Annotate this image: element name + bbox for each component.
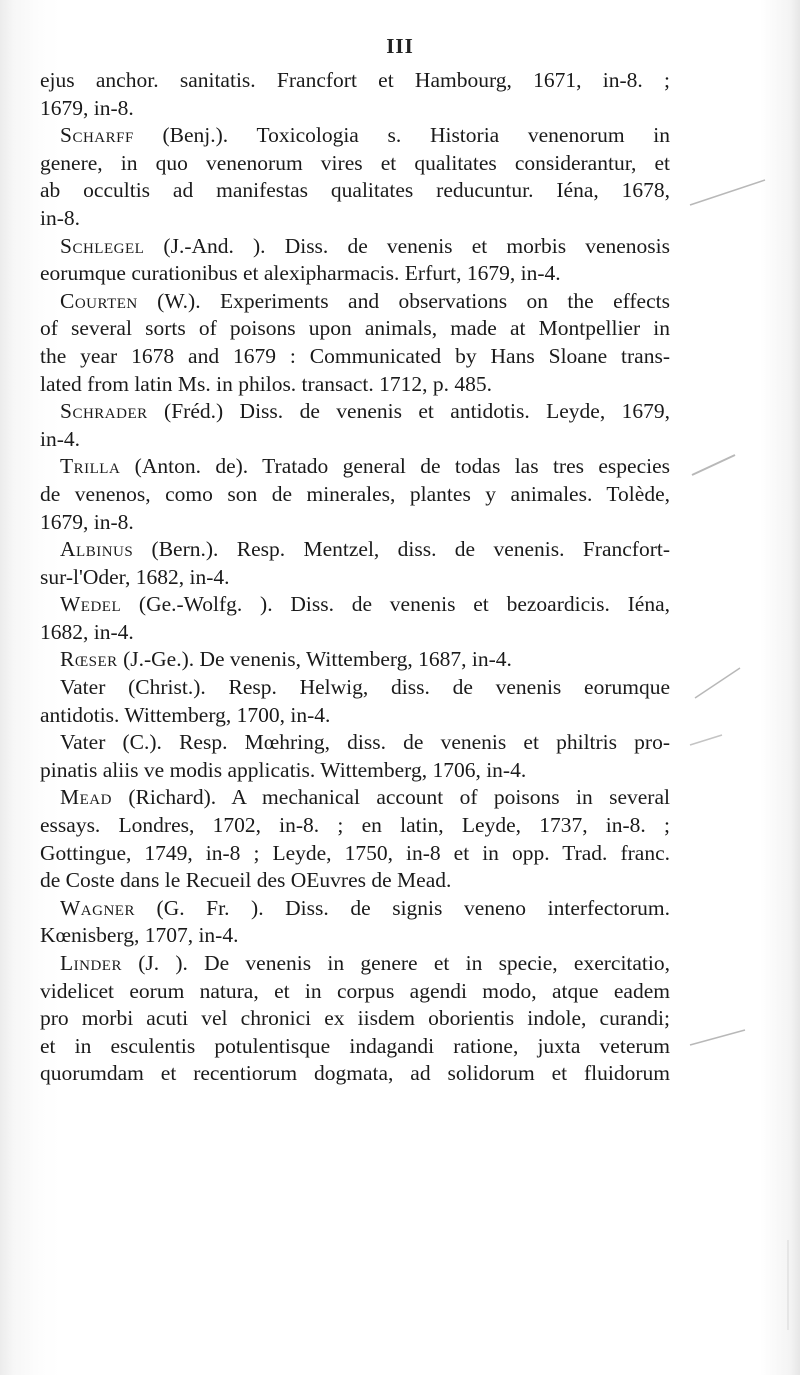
- line-text: (J. ). De venenis in genere et in specie, exercitatio,: [121, 951, 670, 975]
- line-text: (G. Fr. ). Diss. de signis veneno interfectorum.: [134, 895, 670, 920]
- line-text: genere, in quo venenorum vires et qualitates considerantur, et: [40, 150, 670, 175]
- line-text: ab occultis ad manifestas qualitates reducuntur. Iéna, 1678,: [40, 178, 670, 203]
- line-text: et in esculentis potulentisque indagandi ratione, juxta veterum: [40, 1033, 670, 1058]
- author-name: Wedel: [60, 592, 122, 617]
- pencil-mark: [695, 668, 740, 698]
- line-text: 1682, in-4.: [40, 619, 134, 644]
- pencil-mark: [690, 735, 722, 745]
- page-number: III: [386, 34, 414, 58]
- text-line: [40, 1005, 670, 1033]
- text-line: [40, 619, 670, 647]
- text-line: [40, 950, 670, 978]
- pencil-mark: [690, 180, 765, 205]
- text-line: [40, 122, 670, 150]
- line-text: (Anton. de). Tratado general de todas las tres especies: [120, 454, 670, 479]
- text-line: [40, 343, 670, 371]
- author-name: Rœser: [60, 647, 118, 672]
- line-text: videlicet eorum natura, et in corpus agendi modo, atque eadem: [40, 978, 670, 1003]
- text-line: [40, 784, 670, 812]
- line-text: Vater (C.). Resp. Mœhring, diss. de venenis et philtris pro-: [60, 730, 670, 755]
- line-text: of several sorts of poisons upon animals, made at Montpellier in: [40, 316, 670, 341]
- text-line: [40, 67, 670, 95]
- line-text: in-8.: [40, 205, 81, 230]
- author-name: Wagner: [60, 895, 135, 920]
- line-text: in-4.: [40, 426, 81, 451]
- author-name: Albinus: [60, 537, 134, 562]
- text-line: [40, 646, 670, 674]
- author-name: Schrader: [60, 399, 148, 424]
- line-text: quorumdam et recentiorum dogmata, ad solidorum et fluidorum: [40, 1061, 670, 1086]
- line-text: (Bern.). Resp. Mentzel, diss. de venenis. Francfort-: [133, 537, 670, 562]
- line-text: de Coste dans le Recueil des OEuvres de Mead.: [40, 868, 452, 893]
- text-line: [40, 233, 670, 261]
- text-line: [40, 426, 670, 454]
- text-line: [40, 1060, 670, 1088]
- line-text: antidotis. Wittemberg, 1700, in-4.: [40, 702, 331, 727]
- line-text: (J.-Ge.). De venenis, Wittemberg, 1687, in-4.: [117, 647, 512, 672]
- text-line: [40, 840, 670, 868]
- text-line: [40, 867, 670, 895]
- author-name: Linder: [60, 951, 122, 975]
- text-line: [40, 509, 670, 537]
- text-line: [40, 564, 670, 592]
- pencil-mark: [690, 1030, 745, 1045]
- line-text: (Ge.-Wolfg. ). Diss. de venenis et bezoardicis. Iéna,: [121, 592, 670, 617]
- line-text: Kœnisberg, 1707, in-4.: [40, 923, 239, 948]
- text-line: [40, 702, 670, 730]
- text-line: [40, 978, 670, 1006]
- line-text: essays. Londres, 1702, in-8. ; en latin, Leyde, 1737, in-8. ;: [40, 813, 670, 838]
- pencil-mark: [692, 455, 735, 475]
- text-line: [40, 205, 670, 233]
- text-line: [40, 812, 670, 840]
- text-line: [40, 288, 670, 316]
- author-name: Mead: [60, 785, 112, 810]
- text-line: [40, 315, 670, 343]
- line-text: Gottingue, 1749, in-8 ; Leyde, 1750, in-8 et in opp. Trad. franc.: [40, 840, 670, 865]
- line-text: (Richard). A mechanical account of poisons in several: [111, 785, 670, 810]
- text-line: [40, 895, 670, 923]
- text-line: [40, 536, 670, 564]
- line-text: eorumque curationibus et alexipharmacis. Erfurt, 1679, in-4.: [40, 261, 561, 286]
- line-text: ejus anchor. sanitatis. Francfort et Hambourg, 1671, in-8. ;: [40, 68, 670, 92]
- author-name: Courten: [60, 288, 138, 313]
- line-text: the year 1678 and 1679 : Communicated by Hans Sloane trans-: [40, 343, 670, 368]
- text-line: [40, 398, 670, 426]
- text-line: [40, 481, 670, 509]
- text-line: [40, 371, 670, 399]
- text-line: [40, 95, 670, 123]
- line-text: pro morbi acuti vel chronici ex iisdem oborientis indole, curandi;: [40, 1006, 670, 1031]
- text-line: [40, 674, 670, 702]
- line-text: (Benj.). Toxicologia s. Historia venenorum in: [133, 123, 670, 148]
- line-text: (J.-And. ). Diss. de venenis et morbis venenosis: [144, 233, 670, 258]
- line-text: (W.). Experiments and observations on the effects: [137, 288, 670, 313]
- text-line: [40, 757, 670, 785]
- bibliography-text: [40, 67, 670, 1088]
- author-name: Scharff: [60, 123, 134, 148]
- text-line: [40, 260, 670, 288]
- text-line: [40, 177, 670, 205]
- line-text: Vater (Christ.). Resp. Helwig, diss. de venenis eorumque: [60, 675, 670, 700]
- line-text: sur-l'Oder, 1682, in-4.: [40, 564, 230, 589]
- text-line: [40, 591, 670, 619]
- line-text: pinatis aliis ve modis applicatis. Wittemberg, 1706, in-4.: [40, 757, 527, 782]
- text-line: [40, 922, 670, 950]
- line-text: 1679, in-8.: [40, 95, 134, 120]
- text-line: [40, 729, 670, 757]
- line-text: de venenos, como son de minerales, plantes y animales. Tolède,: [40, 481, 670, 506]
- line-text: 1679, in-8.: [40, 509, 134, 534]
- line-text: (Fréd.) Diss. de venenis et antidotis. Leyde, 1679,: [147, 399, 670, 424]
- text-line: [40, 150, 670, 178]
- text-line: [40, 453, 670, 481]
- text-line: [40, 1033, 670, 1061]
- line-text: lated from latin Ms. in philos. transact. 1712, p. 485.: [40, 371, 493, 396]
- author-name: Trilla: [60, 454, 121, 479]
- author-name: Schlegel: [60, 233, 145, 258]
